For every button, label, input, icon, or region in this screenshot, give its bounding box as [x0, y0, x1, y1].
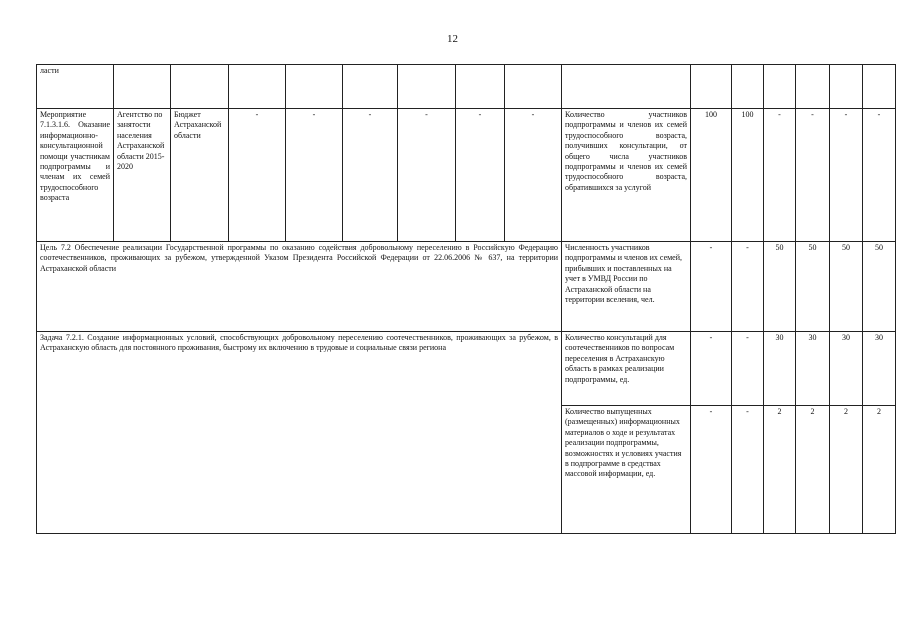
indicator-value: 30 [863, 332, 896, 406]
indicator-name: Количество выпущенных (размещенных) информационных материалов о ходе и результатах реализации подпрограммы, возможностях и условиях участия в подпрограмме в средствах массовой информации, ед. [562, 406, 691, 534]
indicator-value: - [691, 406, 732, 534]
indicator-value: - [691, 332, 732, 406]
indicator-value: - [691, 242, 732, 332]
funding-value: - [343, 109, 398, 242]
table-row [37, 65, 896, 109]
task-text: Задача 7.2.1. Создание информационных условий, способствующих добровольному переселению соотечественников, проживающих за рубежом, в Астраханскую область для постоянного проживания, быстрому их включению в трудовые и социальные связи региона [37, 332, 562, 534]
indicator-value: - [796, 109, 830, 242]
table-row-task [37, 332, 896, 406]
indicator-value: 50 [764, 242, 796, 332]
indicator-value: 50 [796, 242, 830, 332]
indicator-name: Численность участников подпрограммы и членов их семей, прибывших и поставленных на учет в УМВД России по Астраханской области на территории вселения, чел. [562, 242, 691, 332]
funding-value: - [229, 109, 286, 242]
funding-value: - [286, 109, 343, 242]
indicator-value: 30 [764, 332, 796, 406]
indicator-value: - [732, 406, 764, 534]
indicator-value: 100 [732, 109, 764, 242]
executor: Агентство по занятости населения Астраханской области 2015-2020 [114, 109, 171, 242]
indicator-value: 2 [830, 406, 863, 534]
indicator-name: Количество консультаций для соотечественников по вопросам переселения в Астраханскую область в рамках реализации подпрограммы, ед. [562, 332, 691, 406]
indicator-value: 2 [863, 406, 896, 534]
funding-source: Бюджет Астраханской области [171, 109, 229, 242]
table-row-goal [37, 242, 896, 332]
goal-text: Цель 7.2 Обеспечение реализации Государственной программы по оказанию содействия добровольному переселению в Российскую Федерацию соотечественников, проживающих за рубежом, утвержденной Указом Президента Российской Федерации от 22.06.2006 № 637, на территории Астраханской области [37, 242, 562, 332]
indicator-value: 30 [796, 332, 830, 406]
indicator-value: 50 [830, 242, 863, 332]
table-row-activity [37, 109, 896, 242]
page-number: 12 [447, 33, 458, 45]
indicator-value: - [830, 109, 863, 242]
indicator-value: 50 [863, 242, 896, 332]
indicator-value: - [732, 242, 764, 332]
activity-name: Мероприятие 7.1.3.1.6. Оказание информационно-консультационной помощи участникам подпрограммы и членам их семей трудоспособного возраста [37, 109, 114, 242]
cell-continued-text: ласти [37, 65, 114, 109]
program-table [36, 64, 896, 534]
indicator-value: 2 [764, 406, 796, 534]
funding-value: - [456, 109, 505, 242]
indicator-value: 100 [691, 109, 732, 242]
indicator-value: - [732, 332, 764, 406]
indicator-name: Количество участников подпрограммы и членов их семей трудоспособного возраста, получивших консультации, от общего числа участников подпрограммы и членов их семей трудоспособного возраста, обратившихся за услугой [562, 109, 691, 242]
indicator-value: - [764, 109, 796, 242]
funding-value: - [505, 109, 562, 242]
indicator-value: - [863, 109, 896, 242]
indicator-value: 30 [830, 332, 863, 406]
funding-value: - [398, 109, 456, 242]
indicator-value: 2 [796, 406, 830, 534]
